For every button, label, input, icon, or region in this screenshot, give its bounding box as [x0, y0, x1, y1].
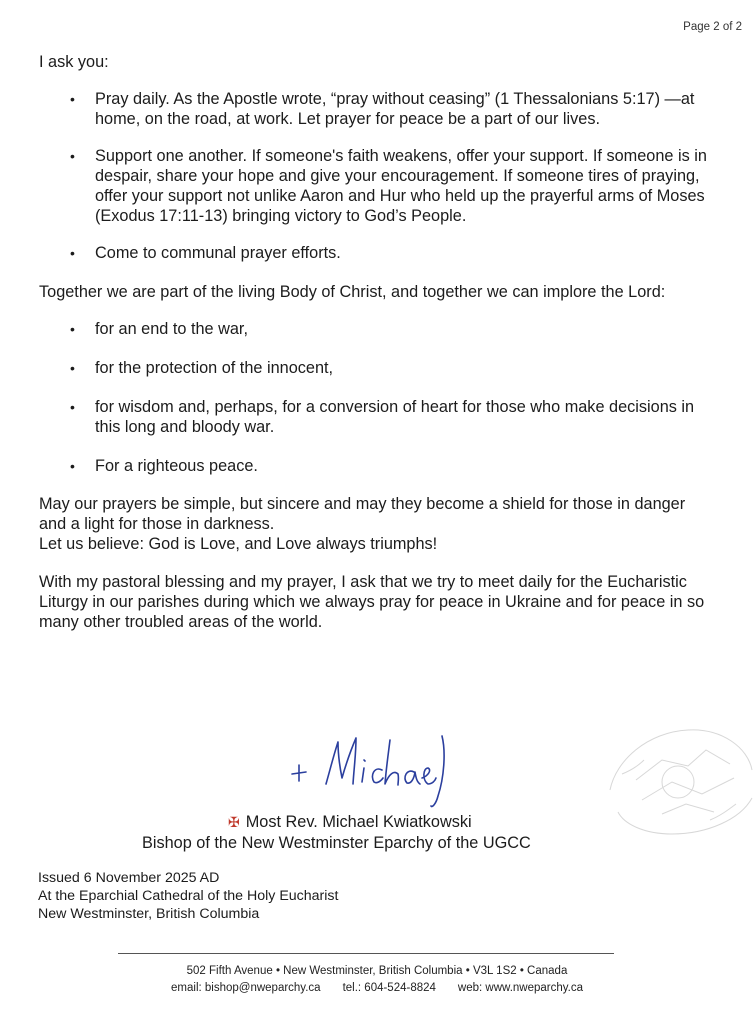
embossed-seal	[602, 720, 754, 838]
prayers-paragraph	[39, 494, 715, 554]
issued-city: New Westminster, British Columbia	[38, 906, 260, 922]
handwritten-signature	[286, 732, 456, 812]
list-item: • for the protection of the innocent,	[39, 358, 715, 378]
implorations-list	[39, 319, 715, 476]
footer-phone: tel.: 604-524-8824	[342, 982, 436, 994]
list-item: • for an end to the war,	[39, 319, 715, 339]
cross-icon: ✠	[228, 814, 240, 830]
prayers-line: May our prayers be simple, but sincere and may they become a shield for those in danger and a light for those in darkness.	[39, 495, 686, 533]
intro-line: I ask you:	[39, 53, 109, 71]
list-item: • Support one another. If someone's faith weakens, offer your support. If someone is in despair, share your hope and give your encouragement. If someone tires of praying, offer your support not unlike Aaron and Hur who held up the prayerful arms of Moses (Exodus 17:11-13) bringing victory to God’s People.	[39, 146, 713, 226]
page-number: Page 2 of 2	[683, 21, 742, 33]
together-paragraph: Together we are part of the living Body of Christ, and together we can implore the Lord:	[39, 283, 666, 301]
list-item: • for wisdom and, perhaps, for a conversion of heart for those who make decisions in this long and bloody war.	[39, 397, 715, 437]
footer-divider	[118, 953, 614, 954]
letter-body	[39, 52, 715, 632]
footer-address: 502 Fifth Avenue • New Westminster, British Columbia • V3L 1S2 • Canada	[186, 965, 568, 977]
footer	[0, 963, 754, 997]
signer-name-line	[142, 812, 622, 833]
issued-place: At the Eparchial Cathedral of the Holy Eucharist	[38, 888, 339, 904]
issued-date: Issued 6 November 2025 AD	[38, 870, 220, 886]
believe-line: Let us believe: God is Love, and Love always triumphs!	[39, 535, 438, 553]
list-item: • Pray daily. As the Apostle wrote, “pray without ceasing” (1 Thessalonians 5:17) —at home, on the road, at work. Let prayer for peace be a part of our lives.	[39, 89, 713, 129]
footer-web: web: www.nweparchy.ca	[457, 982, 583, 994]
footer-contacts	[0, 980, 754, 997]
requests-list	[39, 89, 713, 263]
list-item: • Come to communal prayer efforts.	[39, 243, 713, 263]
list-item: • For a righteous peace.	[39, 456, 715, 476]
signer-title: Bishop of the New Westminster Eparchy of the UGCC	[142, 834, 531, 852]
issued-block	[38, 869, 338, 923]
footer-email: email: bishop@nweparchy.ca	[171, 982, 321, 994]
signer-block	[142, 812, 622, 854]
blessing-paragraph: With my pastoral blessing and my prayer, I ask that we try to meet daily for the Eucharistic Liturgy in our parishes during which we always pray for peace in Ukraine and for peace in so many other troubled areas of the world.	[39, 573, 705, 631]
signer-name: Most Rev. Michael Kwiatkowski	[245, 813, 472, 831]
